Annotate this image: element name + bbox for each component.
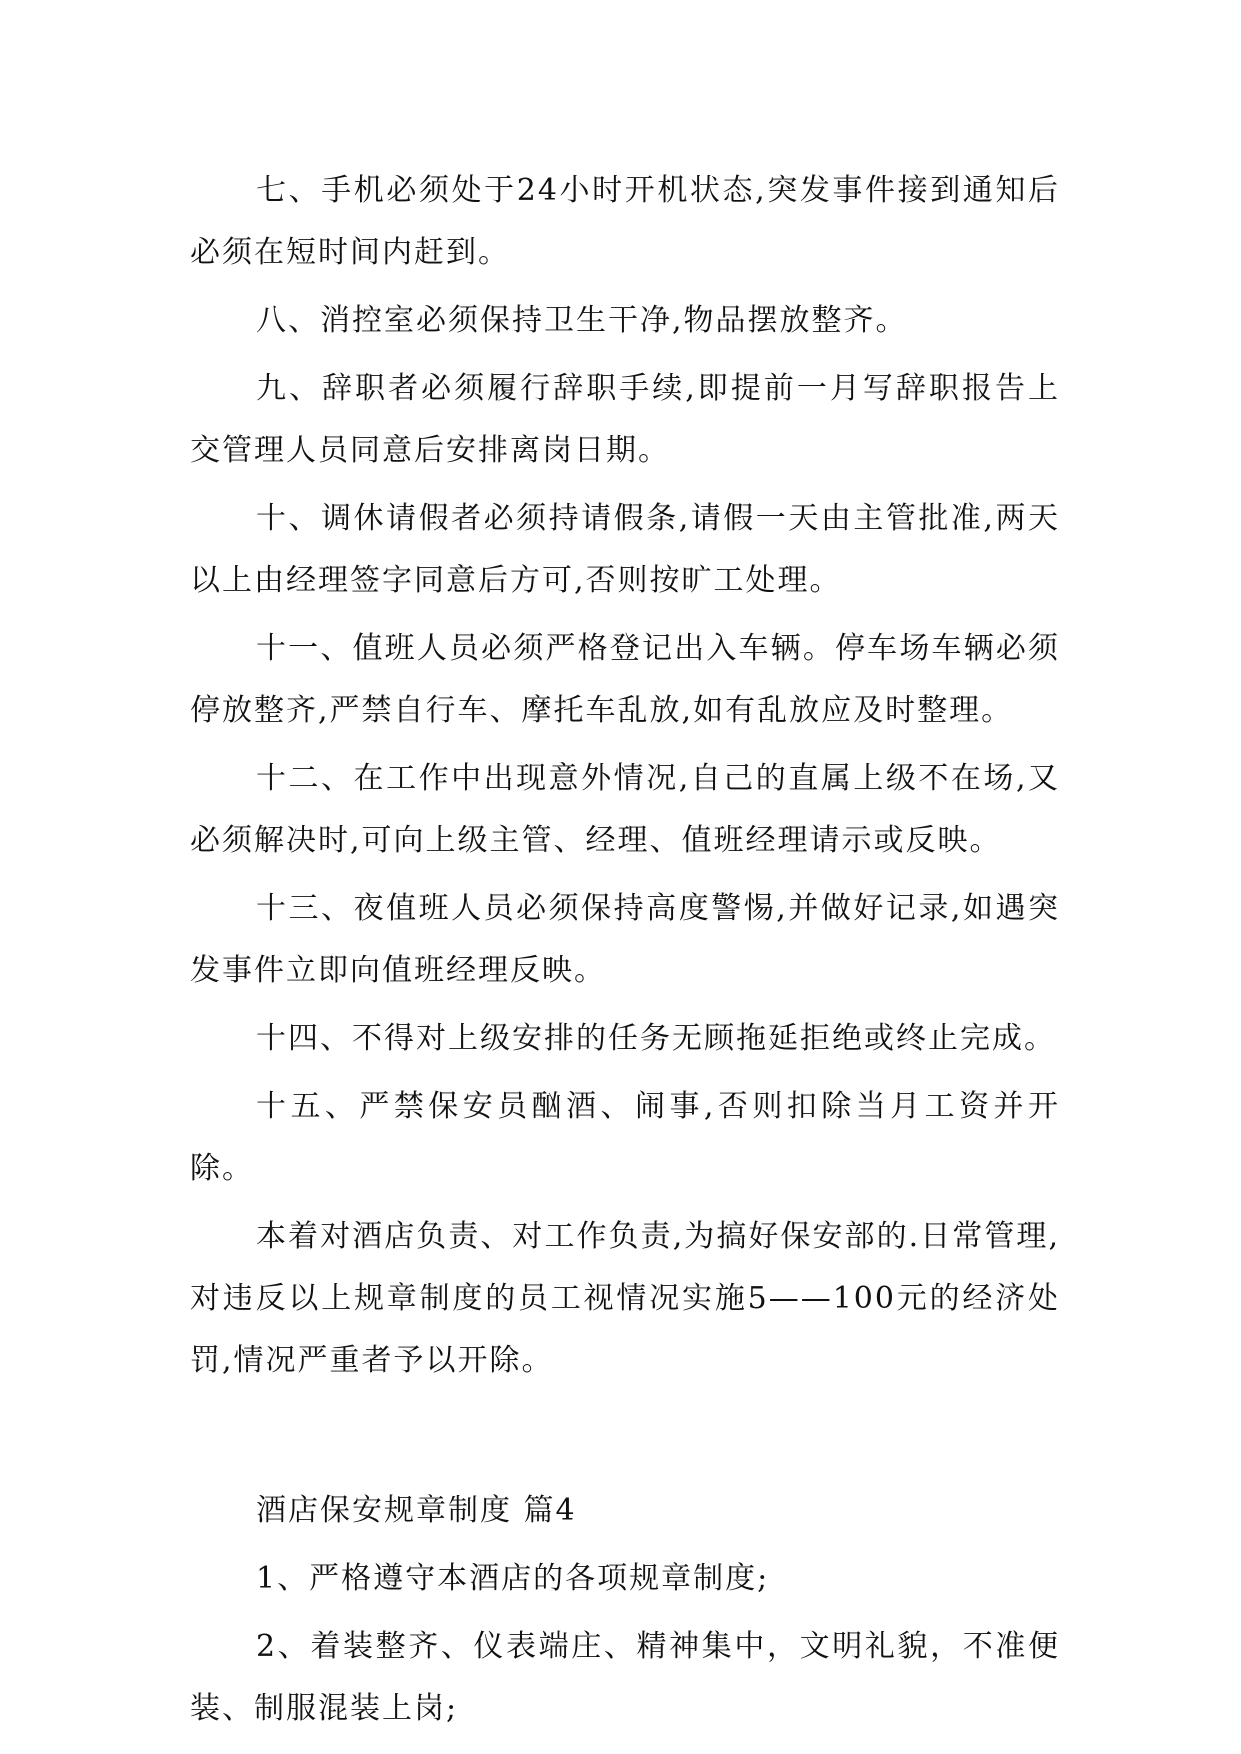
paragraph-rule-12: 十二、在工作中出现意外情况,自己的直属上级不在场,又必须解决时,可向上级主管、经理、值班经理请示或反映。 [190,761,1060,858]
paragraph-rule-14: 十四、不得对上级安排的任务无顾拖延拒绝或终止完成。 [256,1021,1056,1056]
section-heading: 酒店保安规章制度 篇4 [256,1493,577,1528]
paragraph-rule-13: 十三、夜值班人员必须保持高度警惕,并做好记录,如遇突发事件立即向值班经理反映。 [190,891,1060,988]
paragraph-item-1: 1、严格遵守本酒店的各项规章制度; [256,1561,770,1596]
document-body [190,160,1060,1746]
paragraph-rule-10: 十、调休请假者必须持请假条,请假一天由主管批准,两天以上由经理签字同意后方可,否则按旷工处理。 [190,501,1060,598]
paragraph-rule-9: 九、辞职者必须履行辞职手续,即提前一月写辞职报告上交管理人员同意后安排离岗日期。 [190,371,1060,468]
paragraph-rule-15: 十五、严禁保安员酗酒、闹事,否则扣除当月工资并开除。 [190,1089,1060,1186]
paragraph-rule-11: 十一、值班人员必须严格登记出入车辆。停车场车辆必须停放整齐,严禁自行车、摩托车乱放,如有乱放应及时整理。 [190,631,1060,728]
paragraph-item-2: 2、着装整齐、仪表端庄、精神集中，文明礼貌，不准便装、制服混装上岗; [190,1629,1060,1726]
paragraph-rule-7: 七、手机必须处于24小时开机状态,突发事件接到通知后必须在短时间内赶到。 [190,173,1060,270]
paragraph-rule-8: 八、消控室必须保持卫生干净,物品摆放整齐。 [256,303,908,338]
paragraph-penalty-summary: 本着对酒店负责、对工作负责,为搞好保安部的.日常管理,对违反以上规章制度的员工视情况实施5——100元的经济处罚,情况严重者予以开除。 [190,1219,1060,1378]
